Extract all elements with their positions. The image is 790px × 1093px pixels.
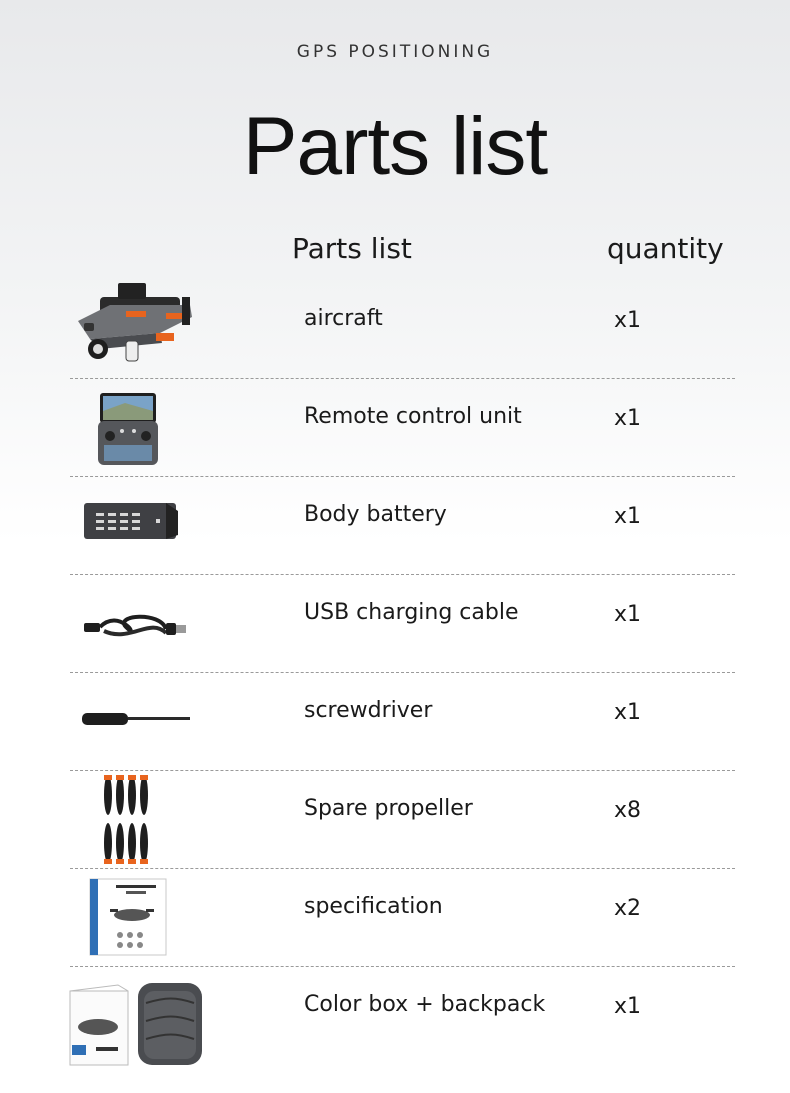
row-divider <box>70 672 735 673</box>
list-item <box>70 577 735 675</box>
item-quantity: x8 <box>614 798 642 823</box>
row-divider <box>70 476 735 477</box>
usb-cable-icon <box>70 577 210 672</box>
item-quantity: x1 <box>614 602 642 627</box>
item-name: Spare propeller <box>304 796 473 821</box>
item-name: screwdriver <box>304 698 433 723</box>
item-quantity: x1 <box>614 308 642 333</box>
list-item <box>70 969 735 1067</box>
remote-controller-icon <box>70 381 210 476</box>
item-name: USB charging cable <box>304 600 519 625</box>
list-item <box>70 773 735 871</box>
drone-icon <box>70 283 210 378</box>
screwdriver-icon <box>70 675 210 770</box>
list-item <box>70 479 735 577</box>
list-item <box>70 871 735 969</box>
column-header-parts: Parts list <box>292 232 412 265</box>
column-header-quantity: quantity <box>607 232 724 265</box>
row-divider <box>70 378 735 379</box>
eyebrow-text: GPS POSITIONING <box>296 42 494 62</box>
row-divider <box>70 770 735 771</box>
row-divider <box>70 966 735 967</box>
list-item <box>70 675 735 773</box>
item-name: specification <box>304 894 443 919</box>
row-divider <box>70 574 735 575</box>
item-name: Color box + backpack <box>304 992 546 1017</box>
item-quantity: x1 <box>614 700 642 725</box>
list-item <box>70 283 735 381</box>
item-quantity: x1 <box>614 406 642 431</box>
item-name: Remote control unit <box>304 404 522 429</box>
item-quantity: x1 <box>614 994 642 1019</box>
item-quantity: x2 <box>614 896 642 921</box>
item-quantity: x1 <box>614 504 642 529</box>
battery-icon <box>70 479 210 574</box>
list-item <box>70 381 735 479</box>
item-name: aircraft <box>304 306 383 331</box>
manual-icon <box>70 871 210 966</box>
row-divider <box>70 868 735 869</box>
propeller-icon <box>70 773 210 868</box>
item-name: Body battery <box>304 502 447 527</box>
box-backpack-icon <box>66 969 216 1079</box>
page-title: Parts list <box>242 101 548 192</box>
